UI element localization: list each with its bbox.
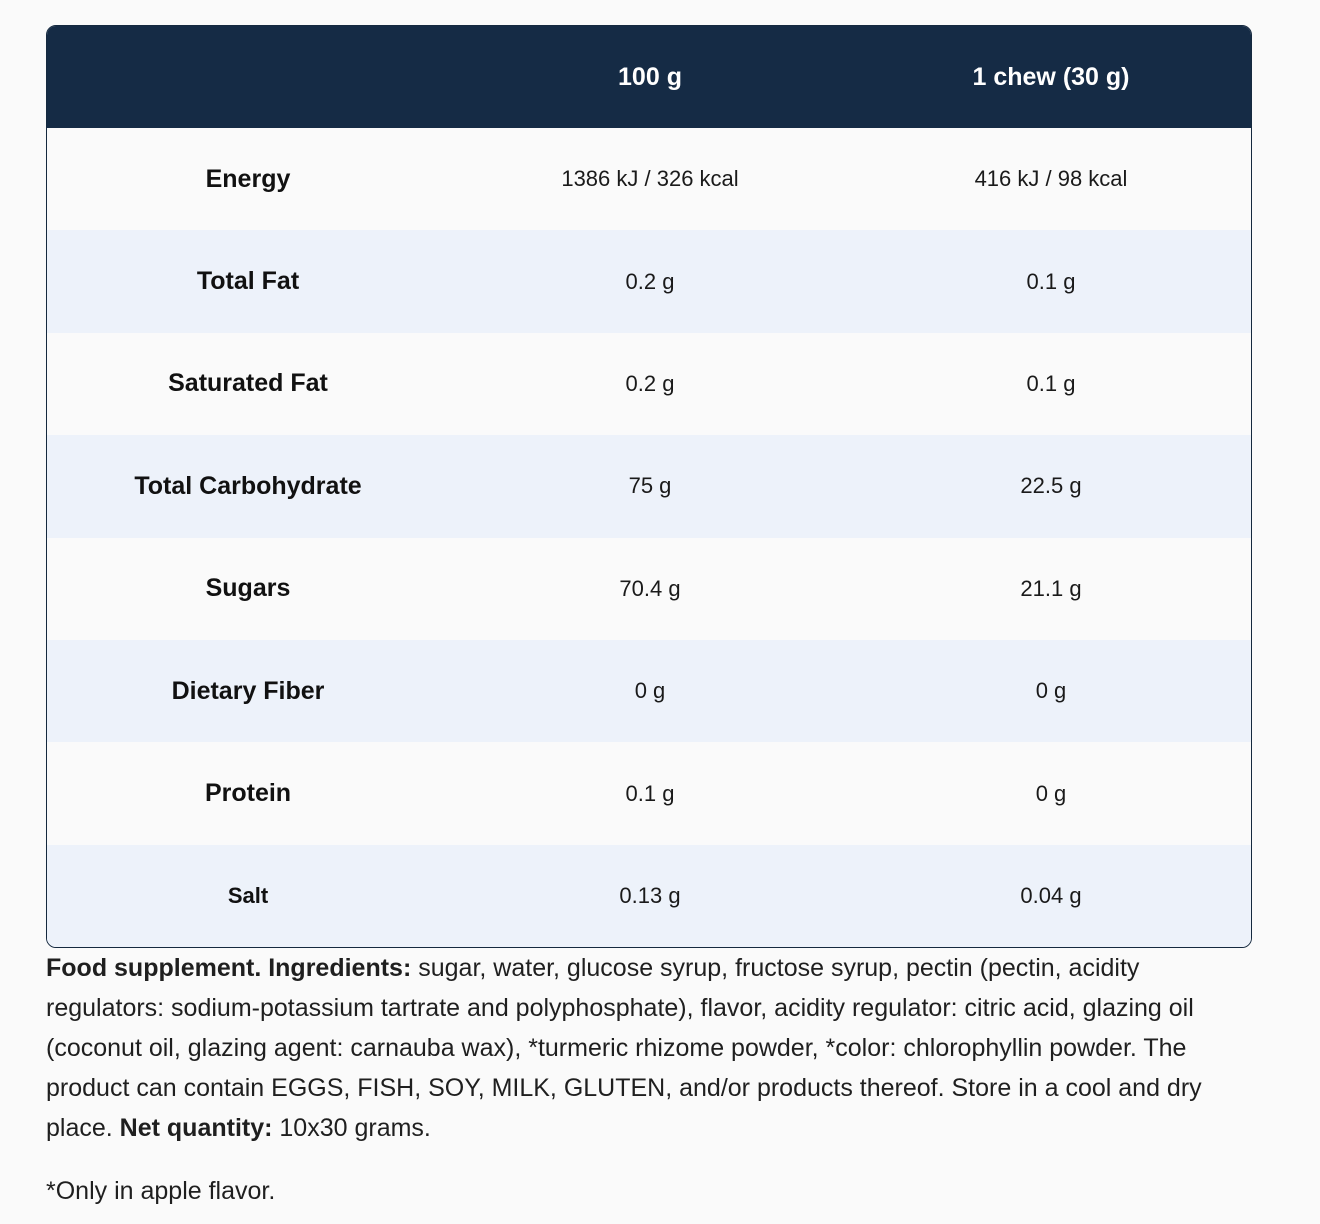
nutrition-table	[46, 25, 1252, 948]
table-row-energy	[47, 128, 1251, 230]
table-row-sugars	[47, 538, 1251, 640]
table-row-salt	[47, 845, 1251, 947]
ingredients-paragraph	[46, 948, 1246, 1148]
table-row-total-fat	[47, 230, 1251, 332]
value-per-chew: 21.1 g	[1020, 575, 1082, 601]
nutrient-name: Salt	[227, 882, 269, 908]
value-per-100g: 0.13 g	[619, 882, 681, 908]
value-per-100g: 70.4 g	[619, 575, 681, 601]
value-per-chew: 0 g	[1035, 678, 1067, 704]
nutrient-name: Dietary Fiber	[171, 676, 325, 705]
table-row-total-carbohydrate	[47, 435, 1251, 537]
value-per-100g: 0.2 g	[625, 268, 675, 294]
value-per-chew: 22.5 g	[1020, 473, 1082, 499]
footnote: *Only in apple flavor.	[46, 1177, 276, 1205]
net-quantity-label: Net quantity:	[119, 1114, 273, 1142]
nutrient-name: Total Carbohydrate	[134, 471, 362, 500]
header-cell-per-100g: 100 g	[618, 62, 682, 91]
table-row-dietary-fiber	[47, 640, 1251, 742]
nutrient-name: Saturated Fat	[168, 369, 328, 398]
header-cell-per-chew: 1 chew (30 g)	[972, 62, 1130, 91]
nutrient-name: Total Fat	[196, 267, 300, 296]
table-row-saturated-fat	[47, 333, 1251, 435]
table-row-protein	[47, 742, 1251, 844]
value-per-100g: 75 g	[628, 473, 672, 499]
value-per-100g: 1386 kJ / 326 kcal	[561, 166, 739, 192]
nutrient-name: Protein	[204, 779, 292, 808]
value-per-chew: 416 kJ / 98 kcal	[974, 166, 1128, 192]
nutrient-name: Energy	[205, 164, 291, 193]
table-header-row	[47, 26, 1251, 128]
net-quantity-value: 10x30 grams.	[272, 1114, 431, 1142]
ingredients-text: sugar, water, glucose syrup, fructose syrup, pectin (pectin, acidity regulators: sodium-potassium tartrate and polyphosphate), flavor, acidity regulator: citric acid, glazing oil (coconut oil, glazing agent: carnauba wax), *turmeric rhizome powder, *color: chlorophyllin powder. The product can contain EGGS, FISH, SOY, MILK, GLUTEN, and/or products thereof. Store in a cool and dry place.	[46, 954, 1202, 1142]
value-per-chew: 0.04 g	[1020, 882, 1082, 908]
value-per-chew: 0 g	[1035, 780, 1067, 806]
value-per-chew: 0.1 g	[1026, 370, 1076, 396]
value-per-chew: 0.1 g	[1026, 268, 1076, 294]
ingredients-lead: Food supplement. Ingredients:	[46, 954, 412, 982]
value-per-100g: 0.1 g	[625, 780, 675, 806]
nutrient-name: Sugars	[205, 574, 291, 603]
value-per-100g: 0 g	[634, 678, 666, 704]
value-per-100g: 0.2 g	[625, 370, 675, 396]
